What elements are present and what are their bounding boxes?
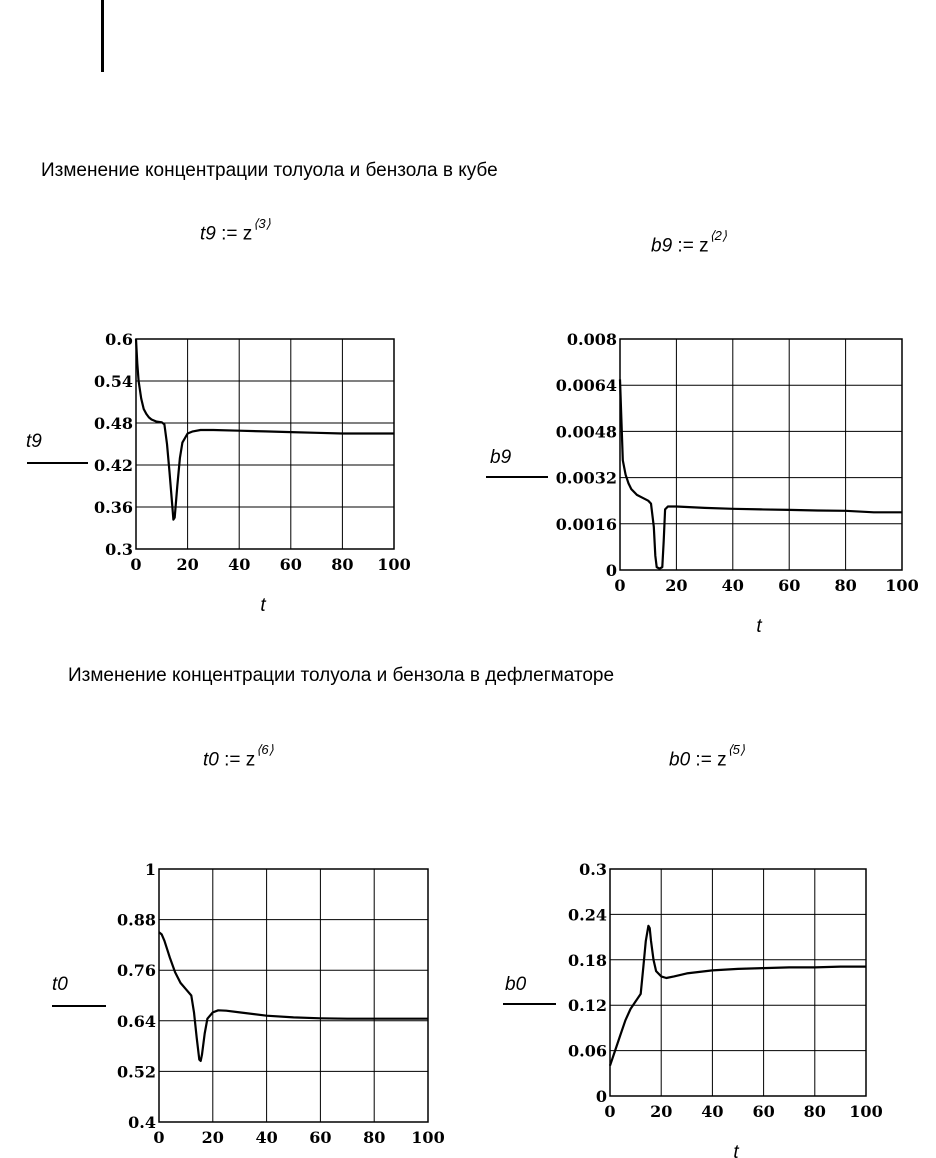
x-tick-label: 0 (614, 576, 626, 595)
formula-var: b9 (651, 235, 673, 257)
plot-frame (610, 869, 866, 1096)
y-axis-label: b9 (490, 447, 512, 468)
y-tick-label: 0.0016 (555, 514, 617, 534)
x-tick-label: 80 (803, 1102, 826, 1121)
series-line (136, 339, 394, 520)
y-tick-label: 0.6 (105, 330, 133, 349)
plot-frame (620, 339, 902, 570)
x-tick-label: 80 (363, 1128, 386, 1147)
formula-op: := z (690, 749, 727, 771)
x-tick-label: 60 (752, 1102, 775, 1121)
y-tick-label: 0.64 (117, 1011, 156, 1031)
series-line (159, 932, 428, 1061)
y-tick-label: 0 (605, 561, 617, 580)
formula-var: t0 (203, 749, 219, 771)
x-tick-label: 40 (255, 1128, 278, 1147)
y-tick-label: 0.52 (117, 1062, 156, 1082)
x-tick-label: 20 (176, 555, 199, 574)
x-tick-label: 20 (201, 1128, 224, 1147)
formula-sup: ⟨2⟩ (709, 228, 727, 243)
formula-var: b0 (669, 749, 691, 771)
x-tick-label: 0 (153, 1128, 165, 1147)
series-line (620, 379, 902, 568)
x-tick-label: 40 (721, 576, 744, 595)
y-tick-label: 0.88 (117, 910, 156, 930)
x-tick-label: 40 (701, 1102, 724, 1121)
x-tick-label: 100 (377, 555, 411, 574)
y-tick-label: 0.36 (94, 498, 133, 517)
y-tick-label: 1 (144, 860, 156, 879)
formula-var: t9 (200, 223, 216, 245)
x-tick-label: 60 (309, 1128, 332, 1147)
y-tick-label: 0.0064 (555, 376, 617, 396)
x-tick-label: 100 (411, 1128, 445, 1147)
y-tick-label: 0.008 (566, 330, 617, 349)
x-axis-label: t (260, 595, 266, 616)
y-tick-label: 0.48 (94, 414, 133, 433)
x-tick-label: 100 (885, 576, 919, 595)
x-tick-label: 20 (665, 576, 688, 595)
y-tick-label: 0.18 (568, 950, 607, 970)
y-axis-label: t9 (26, 431, 42, 452)
series-line (610, 926, 866, 1066)
y-tick-label: 0 (595, 1087, 607, 1106)
formula-op: := z (672, 235, 709, 257)
heading-reflux: Изменение концентрации толуола и бензола в дефлегматоре (68, 665, 615, 686)
y-tick-label: 0.76 (117, 961, 156, 981)
y-tick-label: 0.3 (105, 540, 133, 559)
y-tick-label: 0.54 (94, 372, 133, 391)
x-tick-label: 40 (228, 555, 251, 574)
x-tick-label: 100 (849, 1102, 883, 1121)
plot-frame (159, 869, 428, 1122)
x-tick-label: 20 (650, 1102, 673, 1121)
y-tick-label: 0.12 (568, 996, 607, 1016)
x-tick-label: 0 (130, 555, 142, 574)
x-axis-label: t (733, 1142, 739, 1158)
x-tick-label: 80 (331, 555, 354, 574)
x-axis-label: t (756, 616, 762, 637)
formula-op: := z (218, 749, 256, 771)
y-tick-label: 0.42 (94, 456, 133, 475)
formula-sup: ⟨5⟩ (727, 742, 745, 757)
y-tick-label: 0.06 (568, 1041, 607, 1061)
x-tick-label: 60 (279, 555, 302, 574)
x-tick-label: 80 (834, 576, 857, 595)
formula-sup: ⟨3⟩ (253, 216, 271, 231)
y-tick-label: 0.0048 (555, 422, 617, 442)
heading-cube: Изменение концентрации толуола и бензола в кубе (41, 160, 498, 181)
y-axis-label: t0 (52, 974, 68, 995)
y-tick-label: 0.4 (128, 1113, 156, 1132)
x-tick-label: 60 (778, 576, 801, 595)
y-tick-label: 0.3 (579, 860, 607, 879)
y-tick-label: 0.24 (568, 905, 607, 925)
y-tick-label: 0.0032 (555, 468, 617, 488)
y-axis-label: b0 (505, 974, 527, 995)
formula-sup: ⟨6⟩ (256, 742, 274, 757)
formula-op: := z (215, 223, 253, 245)
x-tick-label: 0 (604, 1102, 616, 1121)
